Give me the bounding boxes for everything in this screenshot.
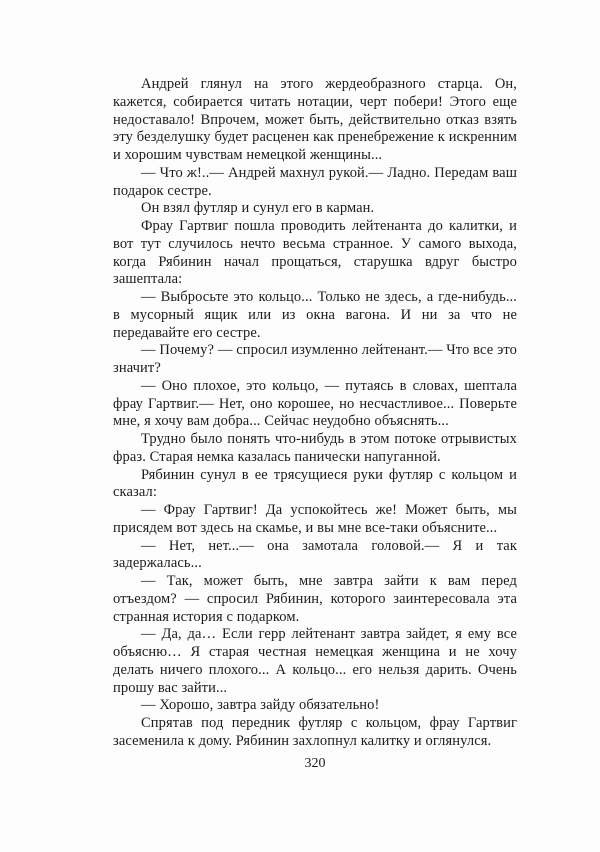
paragraph: — Оно плохое, это кольцо, — путаясь в словах, шептала фрау Гартвиг.— Нет, оно корошее, но несчастливое... Поверьте мне, я хочу вам добра... Сейчас неудобно объяснять... (113, 377, 517, 430)
paragraph: — Да, да… Если герр лейтенант завтра зайдет, я ему все объясню… Я старая честная немецкая женщина и не хочу делать ничего плохого... А кольцо... его нельзя дарить. Очень прошу вас зайти... (113, 626, 517, 696)
paragraph: Рябинин сунул в ее трясущиеся руки футляр с кольцом и сказал: (113, 466, 517, 501)
paragraph: Он взял футляр и сунул его в карман. (141, 200, 375, 217)
paragraph: — Так, может быть, мне завтра зайти к вам перед отъездом? — спросил Рябинин, которого заинтересовала эта странная история с подарком. (113, 573, 517, 625)
paragraph: — Нет, нет...— она замотала головой.— Я и так задержалась... (113, 537, 517, 572)
paragraph: Фрау Гартвиг пошла проводить лейтенанта до калитки, и вот тут случилось нечто весьма странное. У самого выхода, когда Рябинин начал прощаться, старушка вдруг быстро зашептала: (113, 218, 517, 288)
paragraph: — Почему? — спросил изумленно лейтенант.— Что все это значит? (113, 342, 517, 376)
paragraph: Спрятав под передник футляр с кольцом, фрау Гартвиг засеменила к дому. Рябинин захлопнул калитку и оглянулся. (113, 715, 517, 749)
paragraph: Андрей глянул на этого жердеобразного старца. Он, кажется, собирается читать нотации, черт побери! Этого еще недоставало! Впрочем, может быть, действительно отказ взять эту безделушку будет расценен как пренебрежение к искренним и хорошим чувствам немецкой женщины... (113, 76, 517, 163)
paragraph: — Что ж!..— Андрей махнул рукой.— Ладно. Передам ваш подарок сестре. (113, 164, 517, 199)
paragraph: — Хорошо, завтра зайду обязательно! (141, 697, 380, 714)
paragraph: — Выбросьте это кольцо... Только не здесь, а где-нибудь... в мусорный ящик или из окна вагона. И ни за что не передавайте его сестре. (113, 289, 517, 341)
paragraph: — Фрау Гартвиг! Да успокойтесь же! Может быть, мы присядем вот здесь на скамье, и вы мне все-таки объясните... (113, 502, 517, 536)
page-number: 320 (304, 756, 326, 771)
page-text (113, 76, 517, 751)
paragraph: Трудно было понять что-нибудь в этом потоке отрывистых фраз. Старая немка казалась панически напуганной. (113, 431, 517, 465)
